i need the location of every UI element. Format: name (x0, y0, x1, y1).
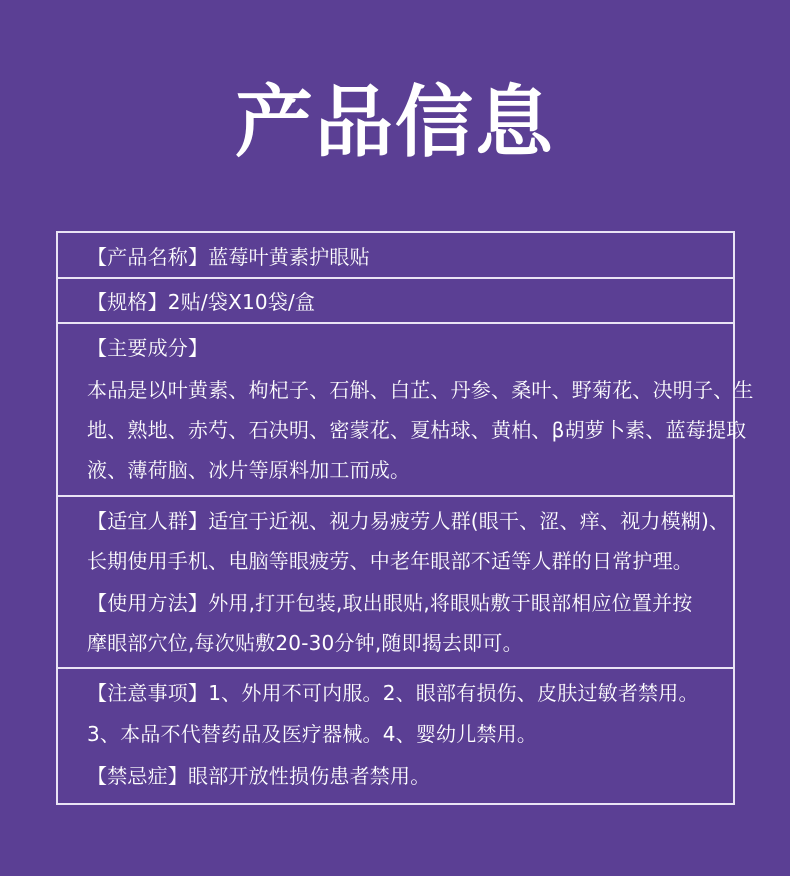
notes-line: 3、本品不代替药品及医疗器械。4、婴幼儿禁用。 (87, 722, 538, 746)
usage-line: 摩眼部穴位,每次贴敷20-30分钟,随即揭去即可。 (87, 631, 523, 655)
page-title: 产品信息 (234, 78, 555, 168)
suitable-line: 长期使用手机、电脑等眼疲劳、中老年眼部不适等人群的日常护理。 (87, 549, 693, 573)
product-name-text: 【产品名称】蓝莓叶黄素护眼贴 (87, 245, 370, 269)
ingredients-row (58, 324, 754, 497)
notes-contraindication-row (58, 669, 733, 805)
ingredients-label: 【主要成分】 (87, 336, 209, 360)
suitable-usage-row (58, 497, 733, 669)
ingredients-line: 本品是以叶黄素、枸杞子、石斛、白芷、丹参、桑叶、野菊花、决明子、生 (87, 378, 754, 402)
spec-row (58, 279, 733, 324)
suitable-line: 【适宜人群】适宜于近视、视力易疲劳人群(眼干、涩、痒、视力模糊)、 (87, 509, 730, 533)
ingredients-line: 液、薄荷脑、冰片等原料加工而成。 (87, 458, 411, 482)
ingredients-line: 地、熟地、赤芍、石决明、密蒙花、夏枯球、黄柏、β胡萝卜素、蓝莓提取 (87, 418, 747, 442)
product-name-row (58, 233, 733, 279)
product-info-table (56, 231, 754, 805)
usage-line: 【使用方法】外用,打开包装,取出眼贴,将眼贴敷于眼部相应位置并按 (87, 591, 693, 615)
contraindication-text: 【禁忌症】眼部开放性损伤患者禁用。 (87, 764, 431, 788)
notes-line: 【注意事项】1、外用不可内服。2、眼部有损伤、皮肤过敏者禁用。 (87, 681, 699, 705)
spec-text: 【规格】2贴/袋X10袋/盒 (87, 290, 316, 314)
